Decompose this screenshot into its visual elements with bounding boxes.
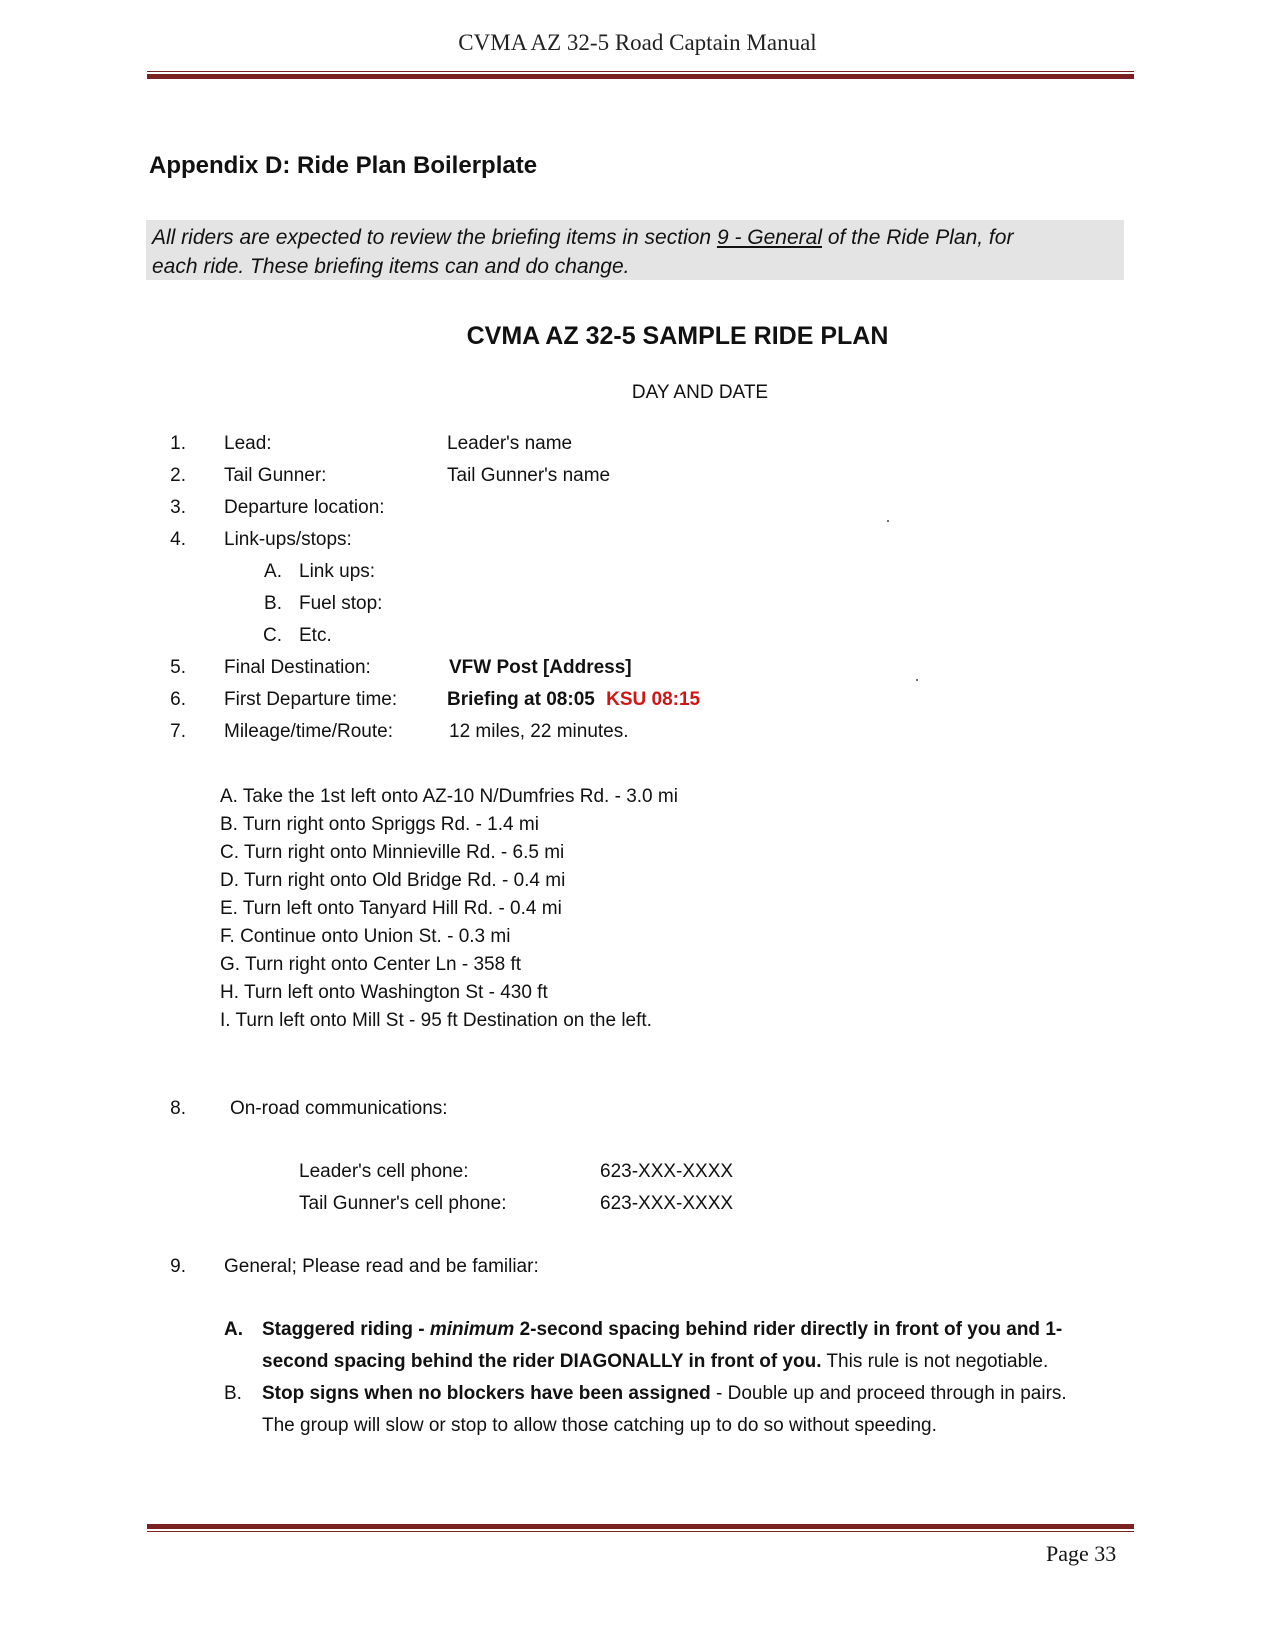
stray-dot <box>887 520 889 522</box>
item-lead-value: Leader's name <box>447 433 573 454</box>
route-step: B. Turn right onto Spriggs Rd. - 1.4 mi <box>220 814 539 835</box>
item-departure-label: Departure location: <box>224 497 385 518</box>
appendix-heading: Appendix D: Ride Plan Boilerplate <box>149 152 538 179</box>
item-communications-label: On-road communications: <box>230 1098 448 1119</box>
item-lead-label: Lead: <box>224 433 272 454</box>
note-text-1: All riders are expected to review the briefing items in section <box>152 226 717 249</box>
stray-dot <box>916 679 918 681</box>
item-lead: 1. <box>170 433 186 454</box>
route-step: D. Turn right onto Old Bridge Rd. - 0.4 mi <box>220 870 566 891</box>
tail-phone-label: Tail Gunner's cell phone: <box>299 1193 507 1214</box>
item-final-destination-label: Final Destination: <box>224 657 371 678</box>
item-general: 9. <box>170 1256 186 1277</box>
route-step: F. Continue onto Union St. - 0.3 mi <box>220 926 511 947</box>
item-linkups-label: Link-ups/stops: <box>224 529 352 550</box>
note-text-2: of the Ride Plan, for <box>822 226 1014 249</box>
sub-item-letter: B. <box>264 593 282 614</box>
item-tail-gunner-value: Tail Gunner's name <box>447 465 611 486</box>
sub-item-letter: A. <box>264 561 282 582</box>
item-first-departure-value <box>447 688 700 712</box>
running-header: CVMA AZ 32-5 Road Captain Manual <box>458 30 817 55</box>
day-and-date: DAY AND DATE <box>631 382 769 403</box>
footer-rule-thin <box>147 1531 1134 1532</box>
item-final-destination: 5. <box>170 657 186 678</box>
general-a-staggered-riding: Staggered riding - minimum 2-second spacing behind rider directly in front of you and 1- second spacing behind the rider DIAGONALLY in front of you. This rule is not negotiable. <box>262 1319 1063 1372</box>
sub-item-fuel-stop: Fuel stop: <box>299 593 383 614</box>
item-mileage-value: 12 miles, 22 minutes. <box>449 721 629 742</box>
route-step: H. Turn left onto Washington St - 430 ft <box>220 982 548 1003</box>
route-step: I. Turn left onto Mill St - 95 ft Destination on the left. <box>220 1010 652 1031</box>
item-mileage: 7. <box>170 721 186 742</box>
general-b-letter: B. <box>224 1383 242 1404</box>
page-number: Page 33 <box>1046 1541 1117 1566</box>
item-first-departure: 6. <box>170 689 186 710</box>
footer-rule-thick <box>147 1524 1134 1529</box>
route-step: G. Turn right onto Center Ln - 358 ft <box>220 954 522 975</box>
ksu-time: KSU 08:15 <box>606 689 701 710</box>
item-general-label: General; Please read and be familiar: <box>224 1256 539 1277</box>
briefing-time: Briefing at 08:05 <box>447 689 595 710</box>
sub-item-link-ups: Link ups: <box>299 561 376 582</box>
sub-item-etc: Etc. <box>299 625 332 646</box>
item-communications: 8. <box>170 1098 186 1119</box>
item-first-departure-label: First Departure time: <box>224 689 398 710</box>
leader-phone: 623-XXX-XXXX <box>600 1161 734 1182</box>
header-rule-thin <box>147 71 1134 72</box>
sub-item-letter: C. <box>263 625 282 646</box>
general-a-letter: A. <box>224 1319 243 1340</box>
briefing-note <box>146 220 1124 280</box>
item-tail-gunner: 2. <box>170 465 186 486</box>
plan-title: CVMA AZ 32-5 SAMPLE RIDE PLAN <box>466 322 889 350</box>
item-departure: 3. <box>170 497 186 518</box>
item-final-destination-value: VFW Post [Address] <box>449 657 632 678</box>
general-b-stop-signs: Stop signs when no blockers have been assigned - Double up and proceed through in pairs. The group will slow or stop to allow those catching up to do so without speeding. <box>262 1383 1067 1436</box>
item-linkups: 4. <box>170 529 186 550</box>
note-text-3: each ride. These briefing items can and do change. <box>152 255 630 278</box>
leader-phone-label: Leader's cell phone: <box>299 1161 469 1182</box>
tail-phone: 623-XXX-XXXX <box>600 1193 734 1214</box>
header-rule-thick <box>147 74 1134 79</box>
route-step: E. Turn left onto Tanyard Hill Rd. - 0.4 mi <box>220 898 562 919</box>
route-step: A. Take the 1st left onto AZ-10 N/Dumfries Rd. - 3.0 mi <box>220 786 678 807</box>
section-reference-link: 9 - General <box>716 226 822 249</box>
route-step: C. Turn right onto Minnieville Rd. - 6.5 mi <box>220 842 565 863</box>
item-mileage-label: Mileage/time/Route: <box>224 721 393 742</box>
item-tail-gunner-label: Tail Gunner: <box>224 465 327 486</box>
